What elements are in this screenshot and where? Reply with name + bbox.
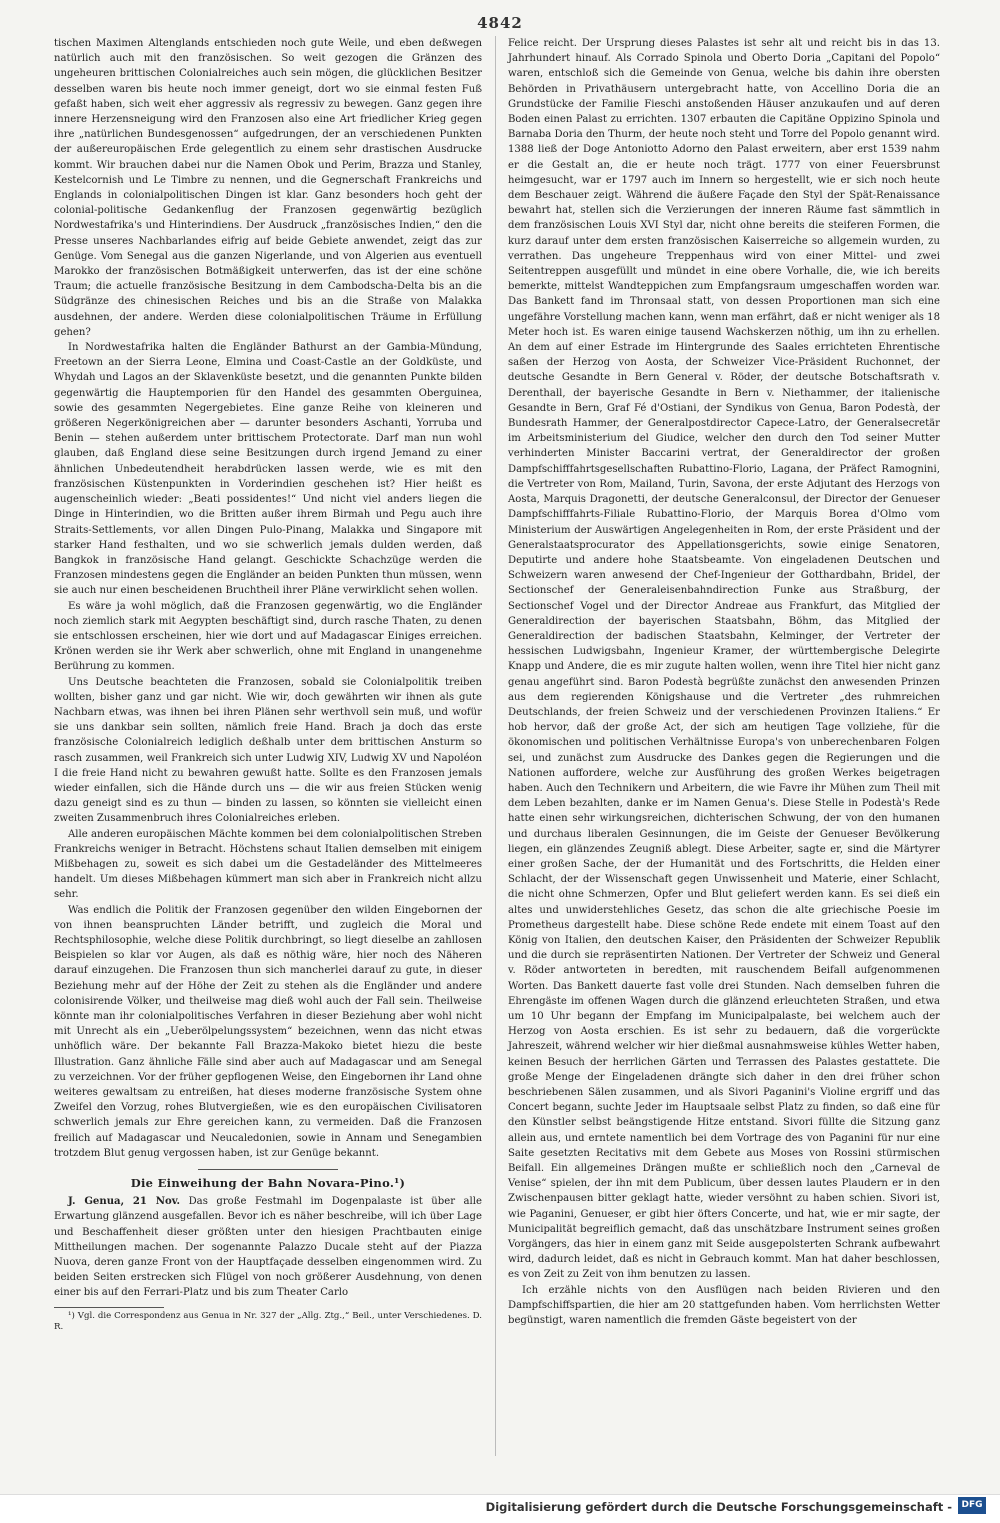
paragraph: In Nordwestafrika halten die Engländer Bathurst an der Gambia-Mündung, Freetown an der Sierra Leone, Elmina und Coast-Castle an der Goldküste, und Whydah und Lagos an der Sklavenküste besetzt, und die genannten Punkte bilden gegenwärtig die Hauptemporien für den Handel des gesammten Oberguinea, sowie des gesammten Negergebietes. Eine ganze Reihe von kleineren und größeren Negerkönigreichen aber — darunter besonders Aschanti, Yorruba und Benin — stehen außerdem unter brittischem Protectorate. Darf man nun wohl glauben, daß England diese seine Besitzungen durch irgend Jemand zu einer ähnlichen Unbedeutendheit herabdrücken lassen werde, wie es mit den französischen Küstenpunkten in Vorderindien geschehen ist? Hier heißt es augenscheinlich wieder: „Beati possidentes!“ Und nicht viel anders liegen die Dinge in Hinterindien, wo die Britten außer ihrem Birmah und Pegu auch ihre Straits-Settlements, vor allen Dingen Pulo-Pinang, Malakka und Singapore mit starker Hand festhalten, und wo sie schwerlich jemals dulden werden, daß Bangkok in französische Hand gelangt. Geschickte Schachzüge werden die Franzosen mindestens gegen die Engländer an beiden Punkten thun müssen, wenn sie auch nur einen bescheidenen Bruchtheil ihrer Pläne verwirklicht sehen wollen. xyxy=(54,342,482,597)
footnote-divider xyxy=(54,1307,164,1308)
section-divider xyxy=(198,1169,338,1170)
paragraph: Alle anderen europäischen Mächte kommen bei dem colonialpolitischen Streben Frankreichs weniger in Betracht. Höchstens schaut Italien demselben mit einigem Mißbehagen zu, soweit es sich dabei um die Gestadeländer des Mittelmeeres handelt. Um dieses Mißbehagen kümmert man sich aber in Frankreich nicht allzu sehr. xyxy=(54,828,482,901)
dfg-logo: DFG xyxy=(958,1497,986,1514)
right-column xyxy=(508,36,940,1328)
article-headline: Die Einweihung der Bahn Novara-Pino.¹) xyxy=(130,1176,406,1191)
paragraph: Es wäre ja wohl möglich, daß die Franzosen gegenwärtig, wo die Engländer noch ziemlich stark mit Aegypten beschäftigt sind, durch rasche Thaten, zu denen sie entschlossen erscheinen, hier wie dort und auf Madagascar Einiges erreichen. Krönen werden sie ihr Werk aber schwerlich, ohne mit England in unangenehme Berührung zu kommen. xyxy=(54,600,482,673)
paragraph: tischen Maximen Altenglands entschieden noch gute Weile, und eben deßwegen natürlich auch mit den französischen. So weit gezogen die Gränzen des ungeheuren brittischen Colonialreiches auch sein mögen, die glücklichen Besitzer desselben waren bis heute noch immer geneigt, dort wo sie einmal festen Fuß gefaßt haben, sich weit eher aggressiv als regressiv zu bewegen. Ganz gegen ihre innere Herzensneigung wird den Franzosen also eine Art friedlicher Krieg gegen ihre „natürlichen Bundesgenossen“ aufgedrungen, der an verschiedenen Punkten der außereuropäischen Erde gelegentlich zu einem sehr drastischen Ausdrucke kommt. Wir brauchen dabei nur die Namen Obok und Perim, Brazza und Stanley, Kestelcornish und Le Timbre zu nennen, und die Gegnerschaft Frankreichs und Englands in colonialpolitischen Dingen ist klar. Ganz besonders hoch geht der colonial-politische Gedankenflug der Franzosen gegenwärtig bezüglich Nordwestafrika's und Hinterindiens. Der Ausdruck „französisches Indien,“ den die Presse unseres Nachbarlandes eifrig auf beide Gebiete anwendet, zeigt das zur Genüge. Vom Senegal aus die ganzen Nigerlande, und von Algerien aus eventuell Marokko der französischen Botmäßigkeit unterwerfen, das ist der eine schöne Traum; die actuelle französische Besitzung in dem Cambodscha-Delta bis an die Südgränze des chinesischen Reiches und bis an die Straße von Malakka ausdehnen, der andere. Werden diese colonialpolitischen Träume in Erfüllung gehen? xyxy=(54,38,482,338)
paragraph: Uns Deutsche beachteten die Franzosen, sobald sie Colonialpolitik treiben wollten, bisher ganz und gar nicht. Wie wir, doch gewährten wir ihnen als gute Nachbarn etwas, was ihnen bei ihren Plänen sehr werthvoll sein muß, und wofür sie uns dankbar sein sollten, nämlich freie Hand. Brach ja doch das erste französische Colonialreich lediglich deßhalb unter dem brittischen Ansturm so rasch zusammen, weil Frankreich sich unter Ludwig XIV, Ludwig XV und Napoléon I die freie Hand nicht zu bewahren gewußt hatte. Sollte es den Franzosen jemals wieder einfallen, sich die Hände durch uns — die wir aus freien Stücken wenig dazu geneigt sind es zu thun — binden zu lassen, so könnten sie vielleicht einen zweiten Zusammenbruch ihres Colonialreiches erleben. xyxy=(54,676,482,825)
article-dateline: J. Genua, 21 Nov. xyxy=(68,1196,181,1208)
paragraph: Felice reicht. Der Ursprung dieses Palastes ist sehr alt und reicht bis in das 13. Jahrhundert hinauf. Als Corrado Spinola und Oberto Doria „Capitani del Popolo“ waren, entschloß sich die Gemeinde von Genua, welche bis dahin ihre obersten Behörden in Privathäusern untergebracht hatte, von Accellino Doria die an Grundstücke der Familie Fieschi anstoßenden Häuser anzukaufen und auf deren Boden einen Palast zu errichten. 1307 erbauten die Capitäne Oppizino Spinola und Barnaba Doria den Thurm, der heute noch steht und Torre del Popolo genannt wird. 1388 ließ der Doge Antoniotto Adorno den Palast erweitern, aber erst 1539 nahm er die Gestalt an, die er heute noch trägt. 1777 von einer Feuersbrunst heimgesucht, war er 1797 auch im Innern so hergestellt, wie er sich noch heute dem Beschauer zeigt. Während die äußere Façade den Styl der Spät-Renaissance bewahrt hat, stellen sich die Verzierungen der inneren Räume fast sämmtlich in dem französischen Louis XVI Styl dar, nicht ohne bereits die steiferen Formen, die kurz darauf unter dem ersten französischen Kaiserreiche so allgemein wurden, zu verrathen. Das ungeheure Treppenhaus wird von einer Mittel- und zwei Seitentreppen ausgefüllt und mündet in eine obere Vorhalle, die, wie ich bereits bemerkte, mittelst Wandteppichen zum Empfangsraum umgeschaffen worden war. Das Bankett fand im Thronsaal statt, von dessen Proportionen man sich eine ungefähre Vorstellung machen kann, wenn man erfährt, daß er nicht weniger als 18 Meter hoch ist. Es waren einige tausend Wachskerzen nöthig, um ihn zu erhellen. An dem auf einer Estrade im Hintergrunde des Saales errichteten Ehrentische saßen der Herzog von Aosta, der Schweizer Vice-Präsident Ruchonnet, der deutsche Gesandte in Bern General v. Röder, der deutsche Botschaftsrath v. Derenthall, der bayerische Gesandte in Bern v. Niethammer, der italienische Gesandte in Bern, Graf Fé d'Ostiani, der Syndikus von Genua, Baron Podestà, der Bundesrath Hammer, der Generalpostdirector Capece-Latro, der Generalsecretär im Arbeitsministerium del Giudice, welcher den durch den Tod seiner Mutter verhinderten Minister Baccarini vertrat, der Generaldirector der großen Dampfschifffahrtsgesellschaften Rubattino-Florio, Lagana, der Präfect Ramognini, die Vertreter von Rom, Mailand, Turin, Savona, der erste Adjutant des Herzogs von Aosta, Marquis Dragonetti, der deutsche Generalconsul, der Director der Genueser Dampfschifffahrts-Filiale Rubattino-Florio, der Marquis Borea d'Olmo vom Ministerium der Auswärtigen Angelegenheiten in Rom, der erste Präsident und der Generalstaatsprocurator des Appellationsgerichts, sowie einige Senatoren, Deputirte und andere hohe Staatsbeamte. Von eingeladenen Deutschen und Schweizern waren anwesend der Chef-Ingenieur der Gotthardbahn, Bridel, der Sectionschef der Generaleisenbahndirection Funke aus Straßburg, der Sectionschef Vogel und der Director Andreae aus Frankfurt, das Mitglied der Generaldirection der bayerischen Staatsbahn, Böhm, das Mitglied der Generaldirection der badischen Staatsbahn, Kelminger, der Vertreter der hessischen Ludwigsbahn, Ingenieur Kramer, der württembergische Delegirte Knapp und Andere, die es mir zugute halten wollen, wenn ihre Titel hier nicht ganz genau angeführt sind. Baron Podestà begrüßte zunächst den anwesenden Prinzen aus dem regierenden Königshause und die Vertreter „des ruhmreichen Deutschlands, der freien Schweiz und der verschiedenen Provinzen Italiens.“ Er hob hervor, daß der große Act, der sich am heutigen Tage vollziehe, für die ökonomischen und politischen Verhältnisse Europa's von unberechenbaren Folgen sei, und zunächst zum Ausdrucke des Dankes gegen die Regierungen und die Nationen auffordere, welche zur Ausführung des großen Werkes beigetragen haben. Auch den Technikern und Arbeitern, die wie Favre ihr Mühen zum Theil mit dem Leben bezahlten, danke er im Namen Genua's. Diese Stelle in Podestà's Rede hatte einen sehr wirkungsreichen, dichterischen Schwung, der von den humanen und durchaus liberalen Gesinnungen, die im Geiste der Genueser Bevölkerung liegen, ein glänzendes Zeugniß ablegt. Diese Arbeiter, sagte er, sind die Märtyrer einer großen Sache, der der Humanität und des Fortschritts, die Helden einer Schlacht, der der Wissenschaft gegen Unwissenheit und Materie, einer Schlacht, die nicht ohne Schmerzen, Opfer und Blut geliefert werden kann. Es sei dieß ein altes und unwiderstehliches Gesetz, das schon die alte griechische Poesie im Prometheus dargestellt habe. Diese schöne Rede endete mit einem Toast auf den König von Italien, den deutschen Kaiser, den Präsidenten der Schweizer Republik und die durch sie repräsentirten Nationen. Der Vertreter der Schweiz und General v. Röder antworteten in beredten, mit rauschendem Beifall aufgenommenen Worten. Das Bankett dauerte fast volle drei Stunden. Nach demselben fuhren die Ehrengäste im offenen Wagen durch die glänzend erleuchteten Straßen, und etwa um 10 Uhr begann der Empfang im Municipalpalaste, bei welchem auch der Herzog von Aosta erschien. Es ist sehr zu bedauern, daß die vorgerückte Jahreszeit, während welcher wir hier dießmal ausnahmsweise kühles Wetter haben, keinen Besuch der herrlichen Gärten und Terrassen des Palastes gestattete. Die große Menge der Eingeladenen drängte sich daher in den drei früher schon beschriebenen Sälen zusammen, und als Sivori Paganini's Violine ergriff und das Concert begann, suchte Jeder im Hauptsaale selbst Platz zu finden, so daß eine für den Künstler selbst beängstigende Hitze entstand. Sivori füllte die Sitzung ganz allein aus, und erntete namentlich bei dem Vortrage des von Paganini für nur eine Saite gesetzten Recitativs mit dem Gebete aus Moses von Rossini stürmischen Beifall. Ein allgemeines Drängen mußte er schließlich noch den „Carneval de Venise“ spielen, der ihn mit dem Publicum, über dessen lautes Plaudern er in den Zwischenpausen bitter geklagt hatte, wieder versöhnt zu haben schien. Sivori ist, wie Paganini, Genueser, er gibt hier öfters Concerte, und hat, wie er mir sagte, der Municipalität begreiflich gemacht, daß das unschätzbare Instrument seines großen Vorgängers, das hier in einem ganz mit Seide ausgepolsterten Schrank aufbewahrt wird, dadurch leidet, daß es nicht in Gebrauch kommt. Man hat daher beschlossen, es von Zeit zu Zeit von ihm benutzen zu lassen. xyxy=(508,38,940,1281)
column-divider xyxy=(495,36,496,1456)
paragraph: Was endlich die Politik der Franzosen gegenüber den wilden Eingebornen der von ihnen beanspruchten Länder betrifft, und zugleich die Moral und Rechtsphilosophie, welche diese Politik durchbringt, so liegt dieselbe an zahllosen Beispielen so klar vor Augen, als daß es nöthig wäre, hier noch des Näheren darauf einzugehen. Die Franzosen thun sich mancherlei darauf zu gute, in dieser Beziehung mehr auf der Höhe der Zeit zu stehen als die Engländer und andere colonisirende Völker, und theilweise mag dieß wohl auch der Fall sein. Theilweise könnte man ihr colonialpolitisches Verfahren in dieser Beziehung aber wohl nicht mit Unrecht als ein „Ueberölpelungssystem“ bezeichnen, wenn das nicht etwas unhöflich wäre. Der bekannte Fall Brazza-Makoko bietet hiezu die beste Illustration. Ganz ähnliche Fälle sind aber auch auf Madagascar und am Senegal zu verzeichnen. Vor der früher gepflogenen Weise, den Eingebornen ihr Land ohne weiteres gewaltsam zu entreißen, hat dieses moderne französische System ohne Zweifel den Vorzug, rohes Blutvergießen, wie es den europäischen Civilisatoren schwerlich jemals zur Ehre gereichen kann, zu vermeiden. Daß die Franzosen freilich auf Madagascar und Neucaledonien, sowie in Annam und Senegambien trotzdem Blut genug vergossen haben, ist zur Genüge bekannt. xyxy=(54,904,482,1159)
article-paragraph xyxy=(54,1194,482,1300)
page-number: 4842 xyxy=(477,14,523,32)
footer-credit: Digitalisierung gefördert durch die Deutsche Forschungsgemeinschaft - xyxy=(485,1500,952,1514)
article-text: Das große Festmahl im Dogenpalaste ist über alle Erwartung glänzend ausgefallen. Bevor ich es näher beschreibe, will ich über Lage und Beschaffenheit dieser größten unter den hiesigen Prachtbauten einige Mittheilungen machen. Der sogenannte Palazzo Ducale steht auf der Piazza Nuova, deren ganze Front von der Hauptfaçade desselben eingenommen wird. Zu beiden Seiten erstrecken sich Flügel von noch größerer Ausdehnung, von denen einer bis auf den Ferrari-Platz und bis zum Theater Carlo xyxy=(54,1196,482,1299)
footnote: ¹) Vgl. die Correspondenz aus Genua in Nr. 327 der „Allg. Ztg.,“ Beil., unter Verschiedenes. D. R. xyxy=(54,1310,482,1332)
left-column xyxy=(54,36,482,1333)
paragraph: Ich erzähle nichts von den Ausflügen nach beiden Rivieren und den Dampfschiffspartien, die hier am 20 stattgefunden haben. Vom herrlichsten Wetter begünstigt, waren namentlich die fremden Gäste begeistert von der xyxy=(508,1284,940,1327)
